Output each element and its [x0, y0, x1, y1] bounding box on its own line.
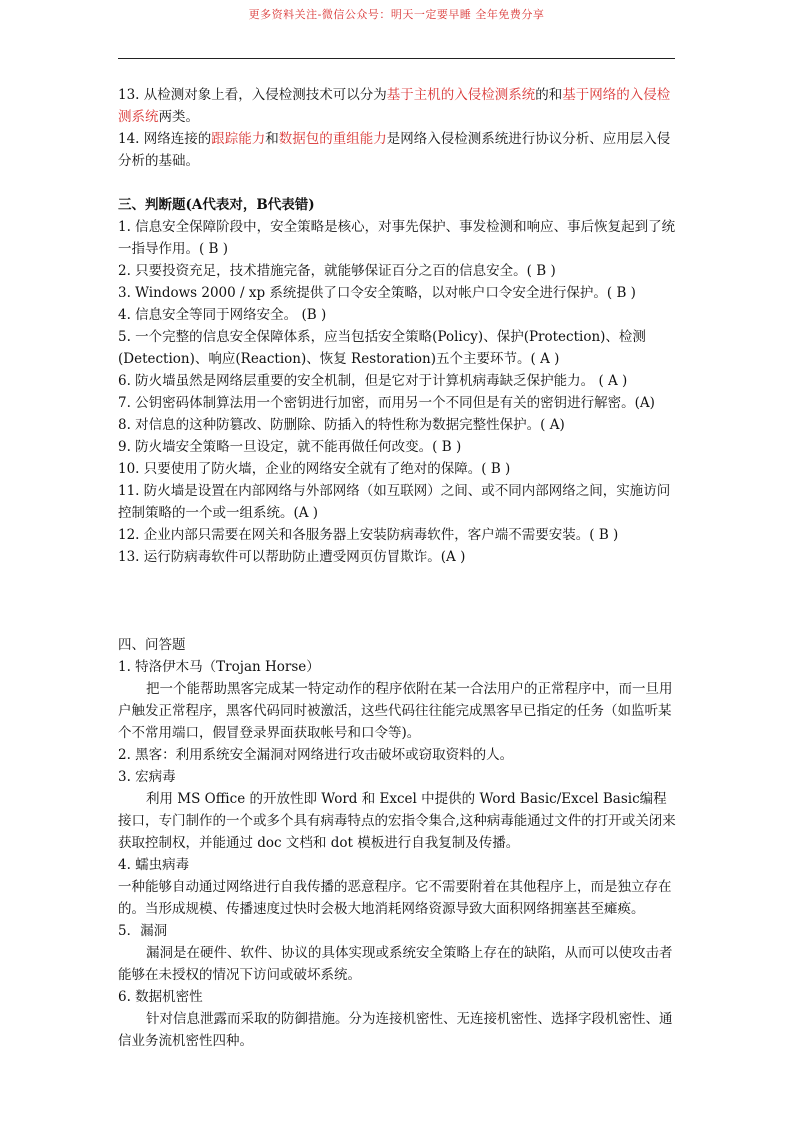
qa-heading: 3. 宏病毒	[118, 769, 176, 785]
qa-answer: 把一个能帮助黑客完成某一特定动作的程序依附在某一合法用户的正常程序中，而一旦用户触发正常程序，黑客代码同时被激活，这些代码往往能完成黑客早已指定的任务（如监听某个不常用端口，假冒登录界面获取帐号和口令等)。	[118, 681, 673, 741]
answer-highlight: 跟踪能力	[211, 131, 266, 147]
text-segment: 的和	[535, 87, 563, 103]
qa-heading: 2. 黑客：利用系统安全漏洞对网络进行攻击破坏或窃取资料的人。	[118, 747, 514, 763]
text-segment: 13. 从检测对象上看，入侵检测技术可以分为	[118, 87, 387, 103]
qa-answer: 一种能够自动通过网络进行自我传播的恶意程序。它不需要附着在其他程序上，而是独立存在的。当形成规模、传播速度过快时会极大地消耗网络资源导致大面积网络拥塞甚至瘫痪。	[118, 879, 672, 917]
answer-highlight: 基于主机的入侵检测系统	[386, 87, 536, 103]
judge-item: 8. 对信息的这种防篡改、防删除、防插入的特性称为数据完整性保护。( A)	[118, 417, 565, 433]
fill-question-13	[118, 84, 678, 128]
qa-answer: 漏洞是在硬件、软件、协议的具体实现或系统安全策略上存在的缺陷，从而可以使攻击者能够在未授权的情况下访问或破坏系统。	[118, 945, 673, 983]
judge-item: 2. 只要投资充足，技术措施完备，就能够保证百分之百的信息安全。( B )	[118, 263, 556, 279]
judge-item: 1. 信息安全保障阶段中，安全策略是核心，对事先保护、事发检测和响应、事后恢复起到了统一指导作用。( B )	[118, 219, 676, 257]
judge-item: 12. 企业内部只需要在网关和各服务器上安装防病毒软件，客户端不需要安装。( B )	[118, 527, 619, 543]
section-title-qa: 四、问答题	[118, 637, 186, 653]
qa-heading: 4. 蠕虫病毒	[118, 857, 190, 873]
judge-item: 9. 防火墙安全策略一旦设定，就不能再做任何改变。( B )	[118, 439, 462, 455]
document-body	[118, 84, 678, 1052]
qa-heading: 1. 特洛伊木马（Trojan Horse）	[118, 659, 320, 675]
page-banner: 更多资料关注-微信公众号：明天一定要早睡 全年免费分享	[248, 8, 545, 21]
judge-item: 3. Windows 2000 / xp 系统提供了口令安全策略，以对帐户口令安全进行保护。( B )	[118, 285, 636, 301]
judge-item: 6. 防火墙虽然是网络层重要的安全机制，但是它对于计算机病毒缺乏保护能力。 ( A )	[118, 373, 628, 389]
answer-highlight: 基于网络的入侵检测系统	[118, 87, 671, 125]
text-segment: 两类。	[158, 109, 199, 125]
spacer	[118, 568, 678, 634]
spacer	[118, 172, 678, 194]
text-segment: 和	[265, 131, 279, 147]
judge-item: 10. 只要使用了防火墙，企业的网络安全就有了绝对的保障。( B )	[118, 461, 511, 477]
answer-highlight: 数据包的重组能力	[278, 131, 387, 147]
qa-answer: 利用 MS Office 的开放性即 Word 和 Excel 中提供的 Word Basic/Excel Basic编程接口，专门制作的一个或多个具有病毒特点的宏指令集合,这种病毒能通过文件的打开或关闭来获取控制权，并能通过 doc 文档和 dot 模板进行自我复制及传播。	[118, 791, 676, 851]
qa-heading: 5．漏洞	[118, 923, 168, 939]
qa-answer: 针对信息泄露而采取的防御措施。分为连接机密性、无连接机密性、选择字段机密性、通信业务流机密性四种。	[118, 1011, 673, 1049]
text-segment: 14. 网络连接的	[118, 131, 212, 147]
judge-item: 7. 公钥密码体制算法用一个密钥进行加密，而用另一个不同但是有关的密钥进行解密。(A)	[118, 395, 655, 411]
section-title-judge: 三、判断题(A代表对，B代表错)	[118, 197, 315, 213]
fill-question-14	[118, 128, 678, 172]
judge-item: 5. 一个完整的信息安全保障体系，应当包括安全策略(Policy)、保护(Protection)、检测(Detection)、响应(Reaction)、恢复 Restoration)五个主要环节。( A )	[118, 329, 646, 367]
judge-item: 13. 运行防病毒软件可以帮助防止遭受网页仿冒欺诈。(A )	[118, 549, 466, 565]
qa-heading: 6. 数据机密性	[118, 989, 203, 1005]
text-segment: 是网络入侵检测系统进行协议分析、应用层入侵分析的基础。	[118, 131, 671, 169]
header-rule	[118, 58, 675, 59]
judge-item: 4. 信息安全等同于网络安全。 (B )	[118, 307, 327, 323]
judge-item: 11. 防火墙是设置在内部网络与外部网络（如互联网）之间、或不同内部网络之间，实施访问控制策略的一个或一组系统。(A )	[118, 483, 671, 521]
